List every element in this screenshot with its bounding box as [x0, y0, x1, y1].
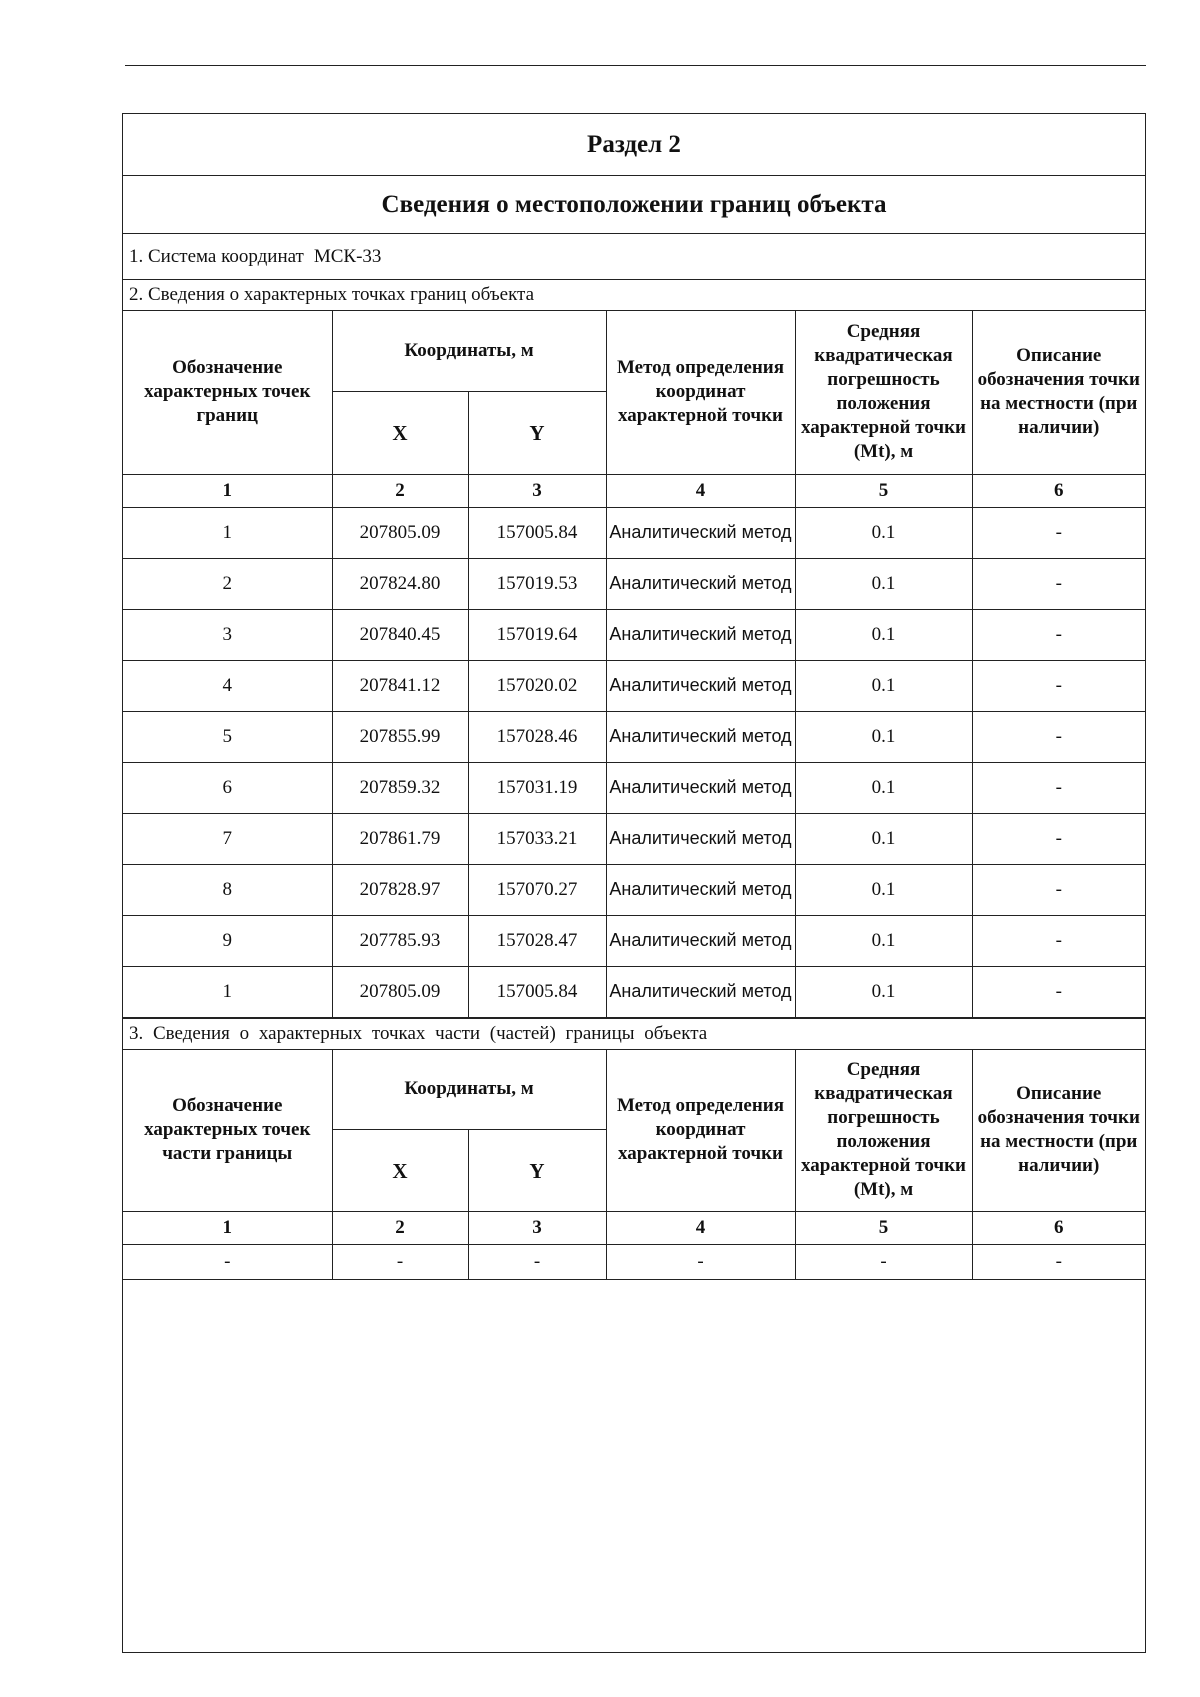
method: Аналитический метод — [606, 864, 795, 915]
coord-x: 207824.80 — [332, 558, 468, 609]
table1-header-x: X — [332, 391, 468, 474]
coord-x: 207805.09 — [332, 507, 468, 558]
section-title: Раздел 2 — [123, 114, 1145, 176]
table1-header-description: Описание обозначения точки на местности (при наличии) — [972, 311, 1145, 474]
table-row — [123, 1245, 1145, 1280]
column-number: 3 — [468, 1212, 606, 1245]
table2-header-y: Y — [468, 1130, 606, 1212]
mt-error: 0.1 — [795, 711, 972, 762]
mt-error: 0.1 — [795, 558, 972, 609]
table2-header-row — [123, 1050, 1145, 1130]
table-row — [123, 507, 1145, 558]
table2-header-x: X — [332, 1130, 468, 1212]
table2-header-error: Средняя квадратическая погрешность положения характерной точки (Mt), м — [795, 1050, 972, 1212]
coord-y: 157028.46 — [468, 711, 606, 762]
column-number: 6 — [972, 474, 1145, 507]
point-id: 6 — [123, 762, 332, 813]
table1-header-point: Обозначение характерных точек границ — [123, 311, 332, 474]
column-number: 2 — [332, 1212, 468, 1245]
coord-x: - — [332, 1245, 468, 1280]
method: Аналитический метод — [606, 762, 795, 813]
coord-x: 207841.12 — [332, 660, 468, 711]
method: Аналитический метод — [606, 660, 795, 711]
table2-column-numbers — [123, 1212, 1145, 1245]
coord-y: 157070.27 — [468, 864, 606, 915]
point-description: - — [972, 1245, 1145, 1280]
coord-y: 157019.53 — [468, 558, 606, 609]
column-number: 5 — [795, 474, 972, 507]
coord-x: 207859.32 — [332, 762, 468, 813]
column-number: 1 — [123, 1212, 332, 1245]
table-row — [123, 558, 1145, 609]
point-description: - — [972, 864, 1145, 915]
coord-y: 157005.84 — [468, 507, 606, 558]
coord-x: 207861.79 — [332, 813, 468, 864]
method: Аналитический метод — [606, 507, 795, 558]
mt-error: 0.1 — [795, 915, 972, 966]
point-id: 8 — [123, 864, 332, 915]
coord-y: 157033.21 — [468, 813, 606, 864]
coord-y: 157005.84 — [468, 966, 606, 1017]
point-id: 2 — [123, 558, 332, 609]
coord-x: 207785.93 — [332, 915, 468, 966]
mt-error: 0.1 — [795, 660, 972, 711]
point-id: 3 — [123, 609, 332, 660]
boundary-points-table — [123, 311, 1145, 1018]
method: Аналитический метод — [606, 711, 795, 762]
point-description: - — [972, 558, 1145, 609]
mt-error: 0.1 — [795, 609, 972, 660]
table-row — [123, 609, 1145, 660]
mt-error: - — [795, 1245, 972, 1280]
method: - — [606, 1245, 795, 1280]
method: Аналитический метод — [606, 915, 795, 966]
column-number: 2 — [332, 474, 468, 507]
coord-x: 207840.45 — [332, 609, 468, 660]
coord-x: 207805.09 — [332, 966, 468, 1017]
method: Аналитический метод — [606, 558, 795, 609]
table-row — [123, 762, 1145, 813]
coord-system-line — [123, 234, 1145, 280]
point-description: - — [972, 507, 1145, 558]
point-id: 7 — [123, 813, 332, 864]
coord-y: - — [468, 1245, 606, 1280]
table-row — [123, 813, 1145, 864]
table-row — [123, 711, 1145, 762]
part2-title: 2. Сведения о характерных точках границ объекта — [123, 280, 1145, 311]
point-id: 9 — [123, 915, 332, 966]
coord-y: 157019.64 — [468, 609, 606, 660]
coord-x: 207828.97 — [332, 864, 468, 915]
column-number: 4 — [606, 1212, 795, 1245]
point-description: - — [972, 813, 1145, 864]
part3-title: 3. Сведения о характерных точках части (частей) границы объекта — [123, 1018, 1145, 1050]
table1-header-method: Метод определения координат характерной точки — [606, 311, 795, 474]
section-subtitle: Сведения о местоположении границ объекта — [123, 176, 1145, 234]
table-row — [123, 915, 1145, 966]
point-description: - — [972, 660, 1145, 711]
point-id: - — [123, 1245, 332, 1280]
coord-x: 207855.99 — [332, 711, 468, 762]
table-row — [123, 660, 1145, 711]
point-description: - — [972, 915, 1145, 966]
table2-header-coords: Координаты, м — [332, 1050, 606, 1130]
point-id: 4 — [123, 660, 332, 711]
mt-error: 0.1 — [795, 813, 972, 864]
mt-error: 0.1 — [795, 507, 972, 558]
coord-y: 157020.02 — [468, 660, 606, 711]
section-frame — [122, 113, 1146, 1653]
method: Аналитический метод — [606, 609, 795, 660]
point-description: - — [972, 762, 1145, 813]
table2-header-point: Обозначение характерных точек части границы — [123, 1050, 332, 1212]
point-description: - — [972, 966, 1145, 1017]
table1-column-numbers — [123, 474, 1145, 507]
top-rule — [125, 65, 1146, 66]
column-number: 5 — [795, 1212, 972, 1245]
table1-header-error: Средняя квадратическая погрешность положения характерной точки (Mt), м — [795, 311, 972, 474]
mt-error: 0.1 — [795, 864, 972, 915]
mt-error: 0.1 — [795, 966, 972, 1017]
column-number: 4 — [606, 474, 795, 507]
coord-y: 157028.47 — [468, 915, 606, 966]
mt-error: 0.1 — [795, 762, 972, 813]
column-number: 3 — [468, 474, 606, 507]
column-number: 6 — [972, 1212, 1145, 1245]
table2-header-method: Метод определения координат характерной точки — [606, 1050, 795, 1212]
table1-header-y: Y — [468, 391, 606, 474]
point-id: 1 — [123, 966, 332, 1017]
method: Аналитический метод — [606, 813, 795, 864]
column-number: 1 — [123, 474, 332, 507]
point-description: - — [972, 711, 1145, 762]
table1-header-row — [123, 311, 1145, 391]
point-description: - — [972, 609, 1145, 660]
point-id: 5 — [123, 711, 332, 762]
table2-header-description: Описание обозначения точки на местности (при наличии) — [972, 1050, 1145, 1212]
table-row — [123, 864, 1145, 915]
table1-header-coords: Координаты, м — [332, 311, 606, 391]
coord-system-label: 1. Система координат — [129, 245, 304, 267]
point-id: 1 — [123, 507, 332, 558]
coord-system-value: МСК-33 — [313, 245, 382, 267]
part-boundary-points-table — [123, 1050, 1145, 1281]
table-row — [123, 966, 1145, 1017]
method: Аналитический метод — [606, 966, 795, 1017]
coord-y: 157031.19 — [468, 762, 606, 813]
